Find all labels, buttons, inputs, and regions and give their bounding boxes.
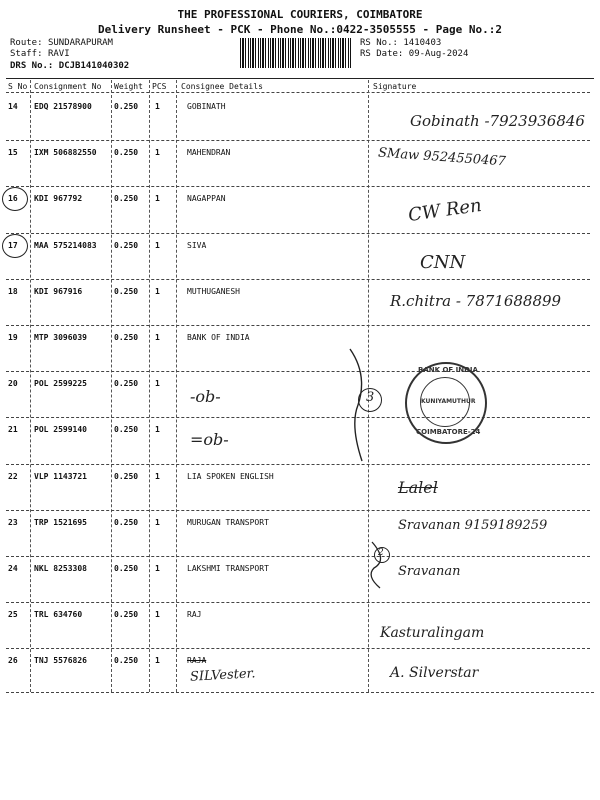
rs-no-value: 1410403: [403, 38, 442, 48]
row-sno: 17: [8, 240, 18, 250]
row-sno: 19: [8, 333, 18, 342]
row-pcs: 1: [155, 564, 160, 573]
row-divider: [6, 186, 590, 187]
signature-row-14: Gobinath -7923936846: [410, 112, 585, 130]
signature-row-18: R.chitra - 7871688899: [390, 292, 562, 310]
col-header-signature: Signature: [373, 82, 417, 91]
row-consignee: LIA SPOKEN ENGLISH: [187, 471, 274, 481]
row-consignee: MAHENDRAN: [187, 148, 231, 158]
col-header-consignment: Consignment No: [34, 82, 102, 91]
row-consignee: NAGAPPAN: [187, 194, 226, 204]
rs-date-line: [360, 49, 468, 59]
row-sno: 20: [8, 379, 18, 389]
row-pcs: 1: [155, 610, 160, 620]
row-weight: 0.250: [114, 286, 139, 296]
table-bottom-border: [6, 692, 594, 693]
col-header-consignee: Consignee Details: [181, 82, 263, 91]
row-sno: 14: [8, 102, 18, 111]
row-weight: 0.250: [114, 148, 139, 158]
row-pcs: 1: [155, 379, 160, 389]
row-consignment-no: IXM 506882550: [34, 148, 97, 158]
row-weight: 0.250: [114, 333, 139, 342]
row-pcs: 1: [155, 656, 160, 666]
row-weight: 0.250: [114, 194, 139, 204]
row-sno: 18: [8, 286, 18, 296]
row-consignee: MUTHUGANESH: [187, 286, 240, 296]
col-header-sno: S No: [8, 82, 28, 91]
route-value: SUNDARAPURAM: [47, 38, 113, 48]
row-consignment-no: POL 2599140: [34, 425, 87, 435]
row-sno: 16: [8, 194, 18, 204]
row-consignee: LAKSHMI TRANSPORT: [187, 564, 269, 573]
row-weight: 0.250: [114, 240, 139, 250]
row-sno: 25: [8, 610, 18, 620]
row-weight: 0.250: [114, 471, 139, 481]
col-divider: [30, 80, 31, 692]
col-divider: [149, 80, 150, 692]
col-header-weight: Weight: [114, 82, 143, 91]
row-pcs: 1: [155, 102, 160, 111]
rs-date-value: 09-Aug-2024: [408, 49, 469, 59]
row-sno: 15: [8, 148, 18, 158]
row-pcs: 1: [155, 517, 160, 527]
row-consignment-no: POL 2599225: [34, 379, 87, 389]
row-sno: 22: [8, 471, 18, 481]
row-divider: [6, 279, 590, 280]
row-consignee: RAJ: [187, 610, 202, 620]
col-divider: [176, 80, 177, 692]
row-sno: 26: [8, 656, 18, 666]
route-label: Route:: [10, 38, 43, 48]
row-consignee: BANK OF INDIA: [187, 333, 250, 342]
row-divider: [6, 602, 590, 603]
company-title: THE PROFESSIONAL COURIERS, COIMBATORE: [177, 8, 423, 21]
row-consignment-no: EDQ 21578900: [34, 102, 92, 111]
barcode: [240, 38, 352, 68]
signature-row-23: Sravanan 9159189259: [398, 518, 548, 533]
row-consignment-no: VLP 1143721: [34, 471, 87, 481]
drs-line: [10, 61, 129, 71]
row-pcs: 1: [155, 194, 160, 204]
row-sno: 23: [8, 517, 18, 527]
ditto-row-20: -ob-: [190, 387, 221, 406]
row-consignment-no: KDI 967916: [34, 286, 83, 296]
col-header-pcs: PCS: [152, 82, 167, 91]
row-weight: 0.250: [114, 379, 139, 389]
row-consignee: MURUGAN TRANSPORT: [187, 517, 269, 527]
row-divider: [6, 417, 590, 418]
stamp-top-text: BANK OF INDIA: [418, 366, 478, 374]
row-weight: 0.250: [114, 564, 139, 573]
bracket-count-1: 3: [366, 390, 375, 405]
row-divider: [6, 464, 590, 465]
handwritten-name-row-26: SILVester.: [189, 666, 256, 685]
rs-no-label: RS No.:: [360, 38, 398, 48]
row-consignment-no: NKL 8253308: [34, 564, 87, 573]
row-divider: [6, 510, 590, 511]
table-top-border: [6, 78, 594, 79]
signature-row-15: SMaw 9524550467: [377, 145, 507, 170]
row-divider: [6, 325, 590, 326]
row-consignment-no: TNJ 5576826: [34, 656, 87, 666]
rs-date-label: RS Date:: [360, 49, 404, 59]
route-line: [10, 38, 113, 48]
stamp-bottom-text: COIMBATORE-24: [416, 428, 481, 436]
row-divider: [6, 140, 590, 141]
row-weight: 0.250: [114, 425, 139, 435]
bracket-count-2: 2: [378, 548, 384, 558]
col-divider: [111, 80, 112, 692]
row-weight: 0.250: [114, 610, 139, 620]
row-divider: [6, 648, 590, 649]
row-weight: 0.250: [114, 102, 139, 111]
row-sno: 24: [8, 564, 18, 573]
drs-value: DCJB141040302: [58, 61, 130, 71]
row-consignee: RAJA: [187, 656, 207, 666]
row-pcs: 1: [155, 471, 160, 481]
row-consignee: SIVA: [187, 240, 207, 250]
staff-value: RAVI: [47, 49, 70, 59]
row-divider: [6, 556, 590, 557]
stamp-middle-text: KUNIYAMUTHUR: [421, 398, 476, 405]
ditto-row-21: =ob-: [190, 430, 229, 449]
row-sno: 21: [8, 425, 18, 435]
signature-row-24: Sravanan: [398, 564, 461, 579]
staff-line: [10, 49, 70, 59]
header-divider: [6, 92, 590, 93]
signature-row-17: CNN: [420, 252, 466, 273]
signature-row-22: Lalel: [398, 478, 438, 497]
rs-no-line: [360, 38, 441, 48]
drs-label: DRS No.:: [10, 61, 54, 71]
signature-row-26: A. Silverstar: [390, 665, 479, 681]
row-pcs: 1: [155, 148, 160, 158]
sno-circle-mark: [2, 187, 28, 211]
row-divider: [6, 371, 590, 372]
runsheet-subtitle: Delivery Runsheet - PCK - Phone No.:0422-3505555 - Page No.:2: [98, 23, 502, 36]
row-divider: [6, 233, 590, 234]
row-consignment-no: TRL 634760: [34, 610, 83, 620]
row-weight: 0.250: [114, 656, 139, 666]
staff-label: Staff:: [10, 49, 43, 59]
sno-circle-mark: [2, 234, 28, 258]
row-consignment-no: MAA 575214083: [34, 240, 97, 250]
row-consignment-no: TRP 1521695: [34, 517, 87, 527]
row-pcs: 1: [155, 333, 160, 342]
row-pcs: 1: [155, 425, 160, 435]
row-pcs: 1: [155, 240, 160, 250]
row-pcs: 1: [155, 286, 160, 296]
row-consignment-no: MTP 3096039: [34, 333, 87, 342]
row-weight: 0.250: [114, 517, 139, 527]
row-consignment-no: KDI 967792: [34, 194, 83, 204]
signature-row-25: Kasturalingam: [380, 625, 485, 641]
signature-row-16: CW Ren: [406, 194, 483, 227]
row-consignee: GOBINATH: [187, 102, 226, 111]
